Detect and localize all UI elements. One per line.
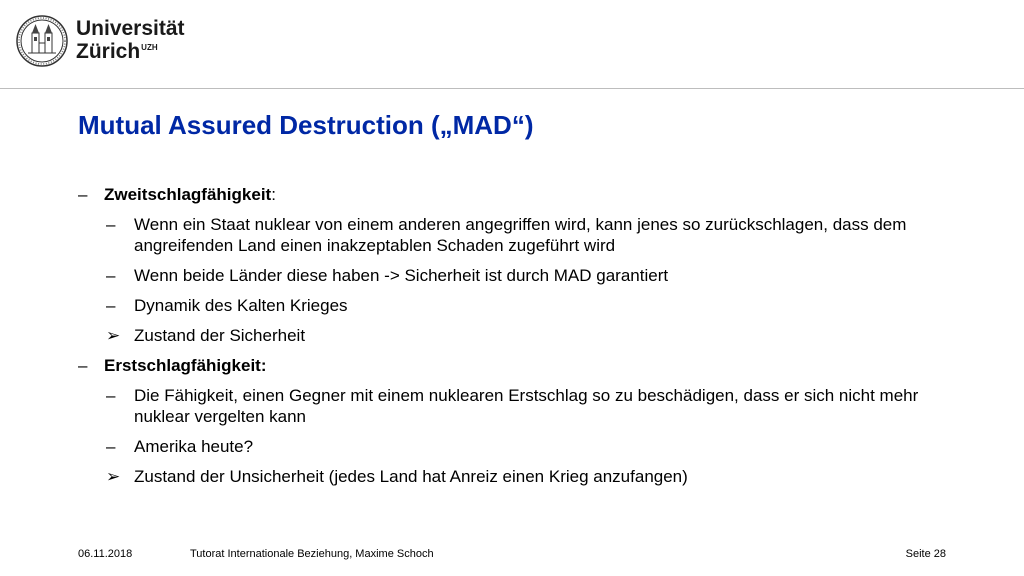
arrow-bullet-icon: ➢ xyxy=(106,467,121,486)
dash-bullet: – xyxy=(106,386,116,405)
logo-line-2: Zürich$^{UZH}$ xyxy=(76,40,158,63)
footer-presenter: Tutorat Internationale Beziehung, Maxime Schoch xyxy=(190,548,434,560)
header-divider xyxy=(0,88,1024,89)
bullet-state-of-security: ➢ Zustand der Sicherheit xyxy=(106,326,306,345)
bullet-mad-guaranteed: – Wenn beide Länder diese haben -> Sicherheit ist durch MAD garantiert xyxy=(106,266,669,285)
footer-page-number: Seite 28 xyxy=(905,548,946,560)
university-seal-icon xyxy=(16,15,68,67)
bullet-definition-first-strike: – Die Fähigkeit, einen Gegner mit einem nuklearen Erstschlag so zu beschädigen, dass er sich nicht mehr nuklear vergelten kann xyxy=(106,386,919,426)
bullet-zweitschlag: – Zweitschlagfähigkeit: xyxy=(78,185,276,204)
bullet-america-today: – Amerika heute? xyxy=(106,437,254,456)
dash-bullet: – xyxy=(106,266,116,285)
slide-title: Mutual Assured Destruction („MAD“) xyxy=(78,110,534,140)
dash-bullet: – xyxy=(78,356,88,375)
footer-date: 06.11.2018 xyxy=(78,548,133,560)
bullet-erstschlag: – Erstschlagfähigkeit: xyxy=(78,356,267,375)
dash-bullet: – xyxy=(106,437,116,456)
dash-bullet: – xyxy=(106,296,116,315)
bullet-cold-war-dynamics: – Dynamik des Kalten Krieges xyxy=(106,296,348,315)
university-wordmark xyxy=(76,17,185,63)
logo-line-1: Universität xyxy=(76,17,185,40)
logo-suffix: UZH xyxy=(141,43,158,52)
bullet-state-of-insecurity: ➢ Zustand der Unsicherheit (jedes Land hat Anreiz einen Krieg anzufangen) xyxy=(106,467,688,486)
university-logo xyxy=(16,15,185,67)
slide-content xyxy=(78,184,958,487)
dash-bullet: – xyxy=(78,185,88,204)
bullet-definition-second-strike: – Wenn ein Staat nuklear von einem anderen angegriffen wird, kann jenes so zurückschlagen, dass dem angreifenden Land einen inakzeptablen Schaden zugeführt wird xyxy=(106,215,907,255)
dash-bullet: – xyxy=(106,215,116,234)
arrow-bullet-icon: ➢ xyxy=(106,326,121,345)
